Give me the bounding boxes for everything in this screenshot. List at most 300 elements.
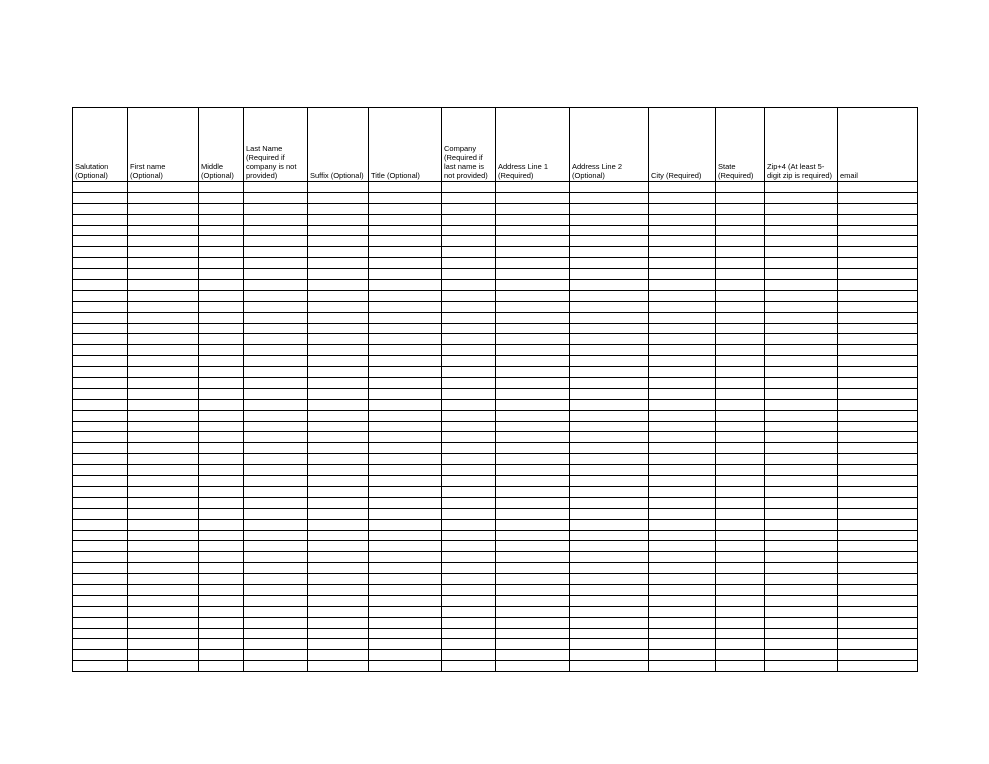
cell-address2[interactable]: [570, 530, 649, 541]
cell-city[interactable]: [649, 410, 716, 421]
cell-suffix[interactable]: [308, 399, 369, 410]
cell-address2[interactable]: [570, 214, 649, 225]
cell-title[interactable]: [369, 661, 442, 672]
cell-title[interactable]: [369, 236, 442, 247]
cell-last_name[interactable]: [244, 508, 308, 519]
cell-email[interactable]: [838, 323, 918, 334]
cell-email[interactable]: [838, 639, 918, 650]
cell-address2[interactable]: [570, 650, 649, 661]
cell-email[interactable]: [838, 345, 918, 356]
cell-company[interactable]: [442, 236, 496, 247]
cell-last_name[interactable]: [244, 345, 308, 356]
cell-last_name[interactable]: [244, 628, 308, 639]
cell-middle[interactable]: [199, 388, 244, 399]
cell-address1[interactable]: [496, 574, 570, 585]
cell-company[interactable]: [442, 247, 496, 258]
cell-address2[interactable]: [570, 301, 649, 312]
cell-address2[interactable]: [570, 661, 649, 672]
cell-email[interactable]: [838, 454, 918, 465]
cell-last_name[interactable]: [244, 301, 308, 312]
cell-first_name[interactable]: [128, 280, 199, 291]
cell-address2[interactable]: [570, 552, 649, 563]
cell-zip[interactable]: [765, 519, 838, 530]
cell-suffix[interactable]: [308, 225, 369, 236]
cell-address2[interactable]: [570, 334, 649, 345]
cell-state[interactable]: [716, 301, 765, 312]
cell-suffix[interactable]: [308, 486, 369, 497]
cell-address2[interactable]: [570, 497, 649, 508]
cell-title[interactable]: [369, 574, 442, 585]
cell-email[interactable]: [838, 541, 918, 552]
cell-zip[interactable]: [765, 280, 838, 291]
cell-suffix[interactable]: [308, 378, 369, 389]
cell-company[interactable]: [442, 574, 496, 585]
cell-email[interactable]: [838, 378, 918, 389]
cell-first_name[interactable]: [128, 584, 199, 595]
cell-salutation[interactable]: [73, 541, 128, 552]
cell-suffix[interactable]: [308, 606, 369, 617]
cell-suffix[interactable]: [308, 454, 369, 465]
cell-salutation[interactable]: [73, 334, 128, 345]
cell-first_name[interactable]: [128, 334, 199, 345]
cell-company[interactable]: [442, 530, 496, 541]
cell-middle[interactable]: [199, 563, 244, 574]
cell-address2[interactable]: [570, 639, 649, 650]
cell-middle[interactable]: [199, 661, 244, 672]
cell-middle[interactable]: [199, 617, 244, 628]
cell-email[interactable]: [838, 334, 918, 345]
cell-address2[interactable]: [570, 182, 649, 193]
cell-salutation[interactable]: [73, 443, 128, 454]
cell-first_name[interactable]: [128, 628, 199, 639]
cell-salutation[interactable]: [73, 617, 128, 628]
cell-email[interactable]: [838, 236, 918, 247]
cell-last_name[interactable]: [244, 584, 308, 595]
cell-last_name[interactable]: [244, 497, 308, 508]
cell-first_name[interactable]: [128, 214, 199, 225]
cell-last_name[interactable]: [244, 399, 308, 410]
cell-company[interactable]: [442, 606, 496, 617]
cell-first_name[interactable]: [128, 301, 199, 312]
cell-title[interactable]: [369, 323, 442, 334]
cell-middle[interactable]: [199, 574, 244, 585]
cell-salutation[interactable]: [73, 552, 128, 563]
cell-last_name[interactable]: [244, 247, 308, 258]
cell-last_name[interactable]: [244, 476, 308, 487]
cell-first_name[interactable]: [128, 356, 199, 367]
cell-state[interactable]: [716, 486, 765, 497]
cell-address2[interactable]: [570, 476, 649, 487]
cell-zip[interactable]: [765, 606, 838, 617]
cell-state[interactable]: [716, 192, 765, 203]
cell-suffix[interactable]: [308, 323, 369, 334]
cell-middle[interactable]: [199, 269, 244, 280]
cell-city[interactable]: [649, 356, 716, 367]
cell-salutation[interactable]: [73, 236, 128, 247]
cell-title[interactable]: [369, 552, 442, 563]
cell-address1[interactable]: [496, 388, 570, 399]
cell-first_name[interactable]: [128, 236, 199, 247]
cell-zip[interactable]: [765, 258, 838, 269]
cell-title[interactable]: [369, 290, 442, 301]
cell-first_name[interactable]: [128, 225, 199, 236]
cell-address1[interactable]: [496, 617, 570, 628]
cell-suffix[interactable]: [308, 290, 369, 301]
cell-zip[interactable]: [765, 203, 838, 214]
cell-middle[interactable]: [199, 541, 244, 552]
cell-state[interactable]: [716, 552, 765, 563]
cell-state[interactable]: [716, 541, 765, 552]
cell-suffix[interactable]: [308, 617, 369, 628]
cell-company[interactable]: [442, 465, 496, 476]
cell-middle[interactable]: [199, 628, 244, 639]
cell-salutation[interactable]: [73, 225, 128, 236]
cell-address1[interactable]: [496, 530, 570, 541]
cell-salutation[interactable]: [73, 280, 128, 291]
cell-email[interactable]: [838, 247, 918, 258]
cell-middle[interactable]: [199, 595, 244, 606]
cell-address1[interactable]: [496, 595, 570, 606]
cell-middle[interactable]: [199, 334, 244, 345]
cell-address2[interactable]: [570, 617, 649, 628]
cell-suffix[interactable]: [308, 421, 369, 432]
cell-last_name[interactable]: [244, 639, 308, 650]
cell-suffix[interactable]: [308, 312, 369, 323]
cell-city[interactable]: [649, 334, 716, 345]
cell-suffix[interactable]: [308, 628, 369, 639]
cell-company[interactable]: [442, 290, 496, 301]
cell-address1[interactable]: [496, 465, 570, 476]
cell-title[interactable]: [369, 508, 442, 519]
cell-middle[interactable]: [199, 443, 244, 454]
cell-title[interactable]: [369, 617, 442, 628]
cell-zip[interactable]: [765, 595, 838, 606]
cell-address1[interactable]: [496, 410, 570, 421]
cell-address1[interactable]: [496, 367, 570, 378]
cell-address2[interactable]: [570, 356, 649, 367]
cell-salutation[interactable]: [73, 269, 128, 280]
cell-last_name[interactable]: [244, 563, 308, 574]
cell-city[interactable]: [649, 584, 716, 595]
cell-company[interactable]: [442, 258, 496, 269]
cell-title[interactable]: [369, 399, 442, 410]
cell-last_name[interactable]: [244, 290, 308, 301]
cell-company[interactable]: [442, 399, 496, 410]
cell-title[interactable]: [369, 225, 442, 236]
cell-city[interactable]: [649, 203, 716, 214]
cell-address1[interactable]: [496, 323, 570, 334]
cell-address2[interactable]: [570, 432, 649, 443]
cell-zip[interactable]: [765, 290, 838, 301]
cell-title[interactable]: [369, 465, 442, 476]
cell-city[interactable]: [649, 192, 716, 203]
cell-address1[interactable]: [496, 552, 570, 563]
cell-middle[interactable]: [199, 378, 244, 389]
cell-last_name[interactable]: [244, 574, 308, 585]
cell-address2[interactable]: [570, 421, 649, 432]
cell-company[interactable]: [442, 323, 496, 334]
cell-zip[interactable]: [765, 552, 838, 563]
cell-first_name[interactable]: [128, 552, 199, 563]
cell-last_name[interactable]: [244, 465, 308, 476]
cell-salutation[interactable]: [73, 530, 128, 541]
cell-middle[interactable]: [199, 552, 244, 563]
cell-address2[interactable]: [570, 236, 649, 247]
cell-middle[interactable]: [199, 182, 244, 193]
cell-salutation[interactable]: [73, 519, 128, 530]
cell-city[interactable]: [649, 378, 716, 389]
cell-middle[interactable]: [199, 476, 244, 487]
cell-middle[interactable]: [199, 650, 244, 661]
cell-city[interactable]: [649, 595, 716, 606]
cell-address1[interactable]: [496, 214, 570, 225]
cell-zip[interactable]: [765, 421, 838, 432]
cell-city[interactable]: [649, 443, 716, 454]
cell-zip[interactable]: [765, 225, 838, 236]
cell-address2[interactable]: [570, 399, 649, 410]
cell-zip[interactable]: [765, 563, 838, 574]
cell-title[interactable]: [369, 345, 442, 356]
cell-title[interactable]: [369, 519, 442, 530]
cell-address2[interactable]: [570, 595, 649, 606]
cell-zip[interactable]: [765, 388, 838, 399]
cell-title[interactable]: [369, 432, 442, 443]
cell-state[interactable]: [716, 639, 765, 650]
cell-suffix[interactable]: [308, 301, 369, 312]
cell-city[interactable]: [649, 247, 716, 258]
cell-address2[interactable]: [570, 563, 649, 574]
cell-middle[interactable]: [199, 247, 244, 258]
cell-suffix[interactable]: [308, 269, 369, 280]
cell-state[interactable]: [716, 574, 765, 585]
cell-company[interactable]: [442, 552, 496, 563]
cell-city[interactable]: [649, 541, 716, 552]
cell-address2[interactable]: [570, 225, 649, 236]
cell-city[interactable]: [649, 258, 716, 269]
cell-last_name[interactable]: [244, 541, 308, 552]
cell-first_name[interactable]: [128, 530, 199, 541]
cell-zip[interactable]: [765, 247, 838, 258]
cell-address2[interactable]: [570, 486, 649, 497]
cell-suffix[interactable]: [308, 432, 369, 443]
cell-city[interactable]: [649, 236, 716, 247]
cell-address2[interactable]: [570, 454, 649, 465]
cell-middle[interactable]: [199, 432, 244, 443]
cell-address1[interactable]: [496, 497, 570, 508]
cell-zip[interactable]: [765, 650, 838, 661]
cell-state[interactable]: [716, 606, 765, 617]
cell-zip[interactable]: [765, 345, 838, 356]
cell-title[interactable]: [369, 497, 442, 508]
cell-zip[interactable]: [765, 323, 838, 334]
cell-company[interactable]: [442, 367, 496, 378]
cell-middle[interactable]: [199, 225, 244, 236]
cell-middle[interactable]: [199, 530, 244, 541]
cell-city[interactable]: [649, 606, 716, 617]
cell-address1[interactable]: [496, 203, 570, 214]
cell-city[interactable]: [649, 399, 716, 410]
cell-address1[interactable]: [496, 661, 570, 672]
cell-zip[interactable]: [765, 530, 838, 541]
cell-zip[interactable]: [765, 476, 838, 487]
cell-first_name[interactable]: [128, 192, 199, 203]
cell-suffix[interactable]: [308, 280, 369, 291]
cell-title[interactable]: [369, 356, 442, 367]
cell-first_name[interactable]: [128, 421, 199, 432]
cell-email[interactable]: [838, 606, 918, 617]
cell-last_name[interactable]: [244, 443, 308, 454]
cell-last_name[interactable]: [244, 323, 308, 334]
cell-salutation[interactable]: [73, 574, 128, 585]
cell-address1[interactable]: [496, 421, 570, 432]
cell-zip[interactable]: [765, 617, 838, 628]
cell-state[interactable]: [716, 247, 765, 258]
cell-suffix[interactable]: [308, 443, 369, 454]
cell-suffix[interactable]: [308, 367, 369, 378]
cell-salutation[interactable]: [73, 661, 128, 672]
cell-state[interactable]: [716, 595, 765, 606]
cell-last_name[interactable]: [244, 367, 308, 378]
cell-zip[interactable]: [765, 443, 838, 454]
cell-zip[interactable]: [765, 182, 838, 193]
cell-company[interactable]: [442, 519, 496, 530]
cell-address1[interactable]: [496, 508, 570, 519]
cell-title[interactable]: [369, 650, 442, 661]
cell-email[interactable]: [838, 203, 918, 214]
cell-salutation[interactable]: [73, 323, 128, 334]
cell-first_name[interactable]: [128, 269, 199, 280]
cell-city[interactable]: [649, 530, 716, 541]
cell-state[interactable]: [716, 312, 765, 323]
cell-last_name[interactable]: [244, 182, 308, 193]
cell-middle[interactable]: [199, 214, 244, 225]
cell-city[interactable]: [649, 214, 716, 225]
cell-salutation[interactable]: [73, 454, 128, 465]
cell-address2[interactable]: [570, 519, 649, 530]
cell-first_name[interactable]: [128, 661, 199, 672]
cell-first_name[interactable]: [128, 378, 199, 389]
cell-company[interactable]: [442, 269, 496, 280]
cell-state[interactable]: [716, 225, 765, 236]
cell-salutation[interactable]: [73, 192, 128, 203]
cell-address2[interactable]: [570, 628, 649, 639]
cell-city[interactable]: [649, 454, 716, 465]
cell-address1[interactable]: [496, 225, 570, 236]
cell-salutation[interactable]: [73, 563, 128, 574]
cell-email[interactable]: [838, 388, 918, 399]
cell-middle[interactable]: [199, 236, 244, 247]
cell-title[interactable]: [369, 530, 442, 541]
cell-company[interactable]: [442, 388, 496, 399]
cell-title[interactable]: [369, 367, 442, 378]
cell-company[interactable]: [442, 563, 496, 574]
cell-title[interactable]: [369, 301, 442, 312]
cell-company[interactable]: [442, 312, 496, 323]
cell-email[interactable]: [838, 563, 918, 574]
cell-middle[interactable]: [199, 486, 244, 497]
cell-suffix[interactable]: [308, 552, 369, 563]
cell-first_name[interactable]: [128, 497, 199, 508]
cell-suffix[interactable]: [308, 650, 369, 661]
cell-address1[interactable]: [496, 192, 570, 203]
cell-state[interactable]: [716, 378, 765, 389]
cell-suffix[interactable]: [308, 584, 369, 595]
cell-last_name[interactable]: [244, 236, 308, 247]
cell-state[interactable]: [716, 356, 765, 367]
cell-middle[interactable]: [199, 192, 244, 203]
cell-zip[interactable]: [765, 541, 838, 552]
cell-email[interactable]: [838, 530, 918, 541]
cell-email[interactable]: [838, 519, 918, 530]
cell-zip[interactable]: [765, 192, 838, 203]
cell-state[interactable]: [716, 465, 765, 476]
cell-salutation[interactable]: [73, 410, 128, 421]
cell-address1[interactable]: [496, 269, 570, 280]
cell-suffix[interactable]: [308, 345, 369, 356]
cell-state[interactable]: [716, 280, 765, 291]
cell-last_name[interactable]: [244, 312, 308, 323]
cell-address1[interactable]: [496, 628, 570, 639]
cell-first_name[interactable]: [128, 617, 199, 628]
cell-title[interactable]: [369, 421, 442, 432]
cell-company[interactable]: [442, 639, 496, 650]
cell-first_name[interactable]: [128, 182, 199, 193]
cell-first_name[interactable]: [128, 410, 199, 421]
cell-title[interactable]: [369, 312, 442, 323]
cell-address1[interactable]: [496, 280, 570, 291]
cell-last_name[interactable]: [244, 530, 308, 541]
cell-title[interactable]: [369, 584, 442, 595]
cell-address2[interactable]: [570, 465, 649, 476]
cell-state[interactable]: [716, 182, 765, 193]
cell-address2[interactable]: [570, 574, 649, 585]
cell-salutation[interactable]: [73, 388, 128, 399]
cell-first_name[interactable]: [128, 563, 199, 574]
cell-state[interactable]: [716, 323, 765, 334]
cell-city[interactable]: [649, 182, 716, 193]
cell-address1[interactable]: [496, 182, 570, 193]
cell-company[interactable]: [442, 508, 496, 519]
cell-city[interactable]: [649, 465, 716, 476]
cell-address1[interactable]: [496, 258, 570, 269]
cell-email[interactable]: [838, 290, 918, 301]
cell-company[interactable]: [442, 497, 496, 508]
cell-city[interactable]: [649, 661, 716, 672]
cell-address2[interactable]: [570, 247, 649, 258]
cell-state[interactable]: [716, 203, 765, 214]
cell-email[interactable]: [838, 508, 918, 519]
cell-city[interactable]: [649, 563, 716, 574]
cell-email[interactable]: [838, 486, 918, 497]
cell-suffix[interactable]: [308, 258, 369, 269]
cell-company[interactable]: [442, 301, 496, 312]
cell-middle[interactable]: [199, 399, 244, 410]
cell-last_name[interactable]: [244, 225, 308, 236]
cell-first_name[interactable]: [128, 476, 199, 487]
cell-title[interactable]: [369, 388, 442, 399]
cell-company[interactable]: [442, 356, 496, 367]
cell-email[interactable]: [838, 497, 918, 508]
cell-email[interactable]: [838, 280, 918, 291]
cell-company[interactable]: [442, 345, 496, 356]
cell-zip[interactable]: [765, 312, 838, 323]
cell-salutation[interactable]: [73, 203, 128, 214]
cell-company[interactable]: [442, 225, 496, 236]
cell-zip[interactable]: [765, 301, 838, 312]
cell-salutation[interactable]: [73, 639, 128, 650]
cell-email[interactable]: [838, 661, 918, 672]
cell-address1[interactable]: [496, 541, 570, 552]
